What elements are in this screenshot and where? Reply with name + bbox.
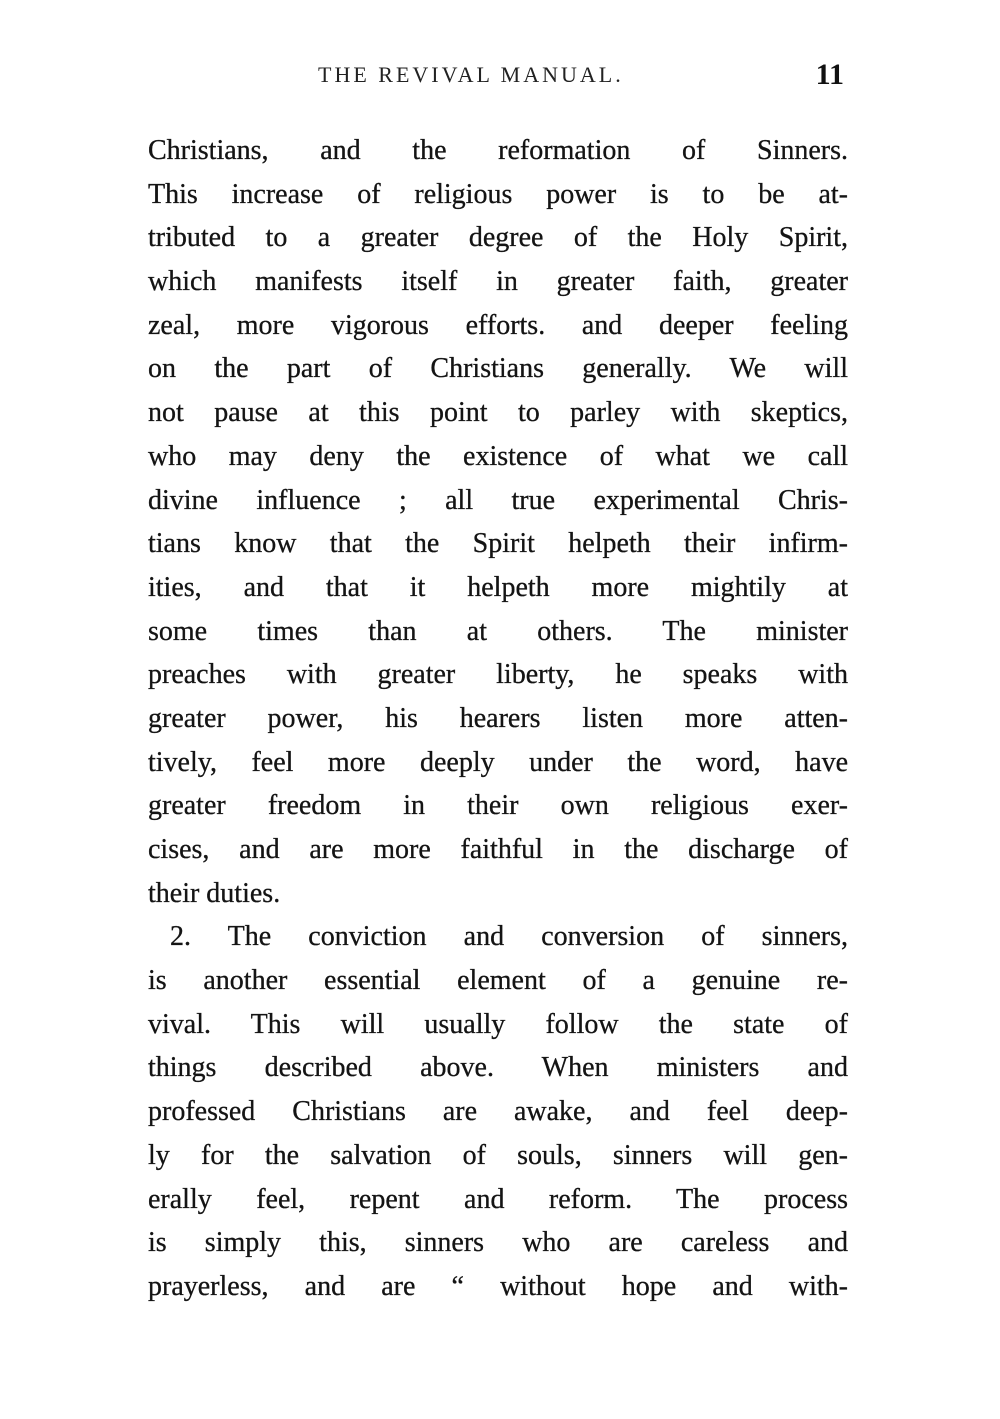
paragraph-end-line: their duties. <box>148 877 281 909</box>
text-line: erally feel, repent and reform. The process <box>148 1183 848 1215</box>
text-line: not pause at this point to parley with skeptics, <box>148 397 848 429</box>
text-line: vival. This will usually follow the state of <box>148 1008 848 1040</box>
body-text <box>148 129 848 1309</box>
text-line: tively, feel more deeply under the word, have <box>148 746 848 778</box>
text-line: greater power, his hearers listen more atten- <box>148 702 848 734</box>
text-line: things described above. When ministers and <box>148 1052 848 1084</box>
text-line: divine influence ; all true experimental Chris- <box>148 484 848 516</box>
text-line: which manifests itself in greater faith, greater <box>148 266 848 298</box>
text-line: professed Christians are awake, and feel deep- <box>148 1096 848 1128</box>
text-line: prayerless, and are “ without hope and with- <box>148 1270 848 1302</box>
text-line: who may deny the existence of what we call <box>148 440 848 472</box>
text-line: ly for the salvation of souls, sinners will gen- <box>148 1139 848 1171</box>
text-line: greater freedom in their own religious exer- <box>148 790 848 822</box>
text-line: is another essential element of a genuine re- <box>148 965 848 997</box>
text-line: cises, and are more faithful in the discharge of <box>148 834 848 865</box>
paragraph-start-line: 2. The conviction and conversion of sinners, <box>170 921 848 953</box>
text-line: ities, and that it helpeth more mightily at <box>148 571 848 603</box>
text-line: on the part of Christians generally. We will <box>148 353 848 385</box>
text-line: tributed to a greater degree of the Holy Spirit, <box>148 222 848 254</box>
running-title: THE REVIVAL MANUAL. <box>318 62 624 87</box>
text-line: preaches with greater liberty, he speaks with <box>148 659 848 691</box>
text-line: zeal, more vigorous efforts. and deeper feeling <box>148 309 848 341</box>
text-line: This increase of religious power is to be at- <box>148 178 848 210</box>
page-number: 11 <box>815 58 844 91</box>
text-line: tians know that the Spirit helpeth their infirm- <box>148 528 848 560</box>
text-line: Christians, and the reformation of Sinners. <box>148 135 848 166</box>
text-line: is simply this, sinners who are careless and <box>148 1227 848 1259</box>
text-line: some times than at others. The minister <box>148 615 848 647</box>
running-head <box>148 58 848 98</box>
